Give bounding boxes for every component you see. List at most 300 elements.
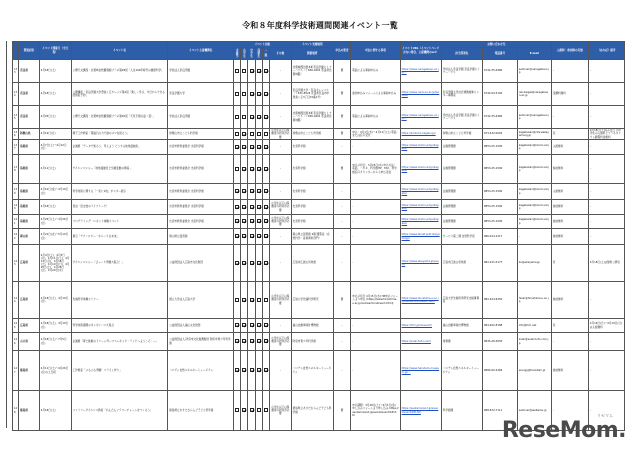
cell-target-checkbox: [234, 245, 241, 282]
cell-target-checkbox: [248, 83, 255, 106]
cell-url[interactable]: https://www.ebayama.jp/event/: [400, 245, 441, 282]
cell-event: 展示「テクノロジー・からくり＆未来」: [71, 229, 168, 245]
cell-event: 先端科学体験セミナー: [71, 282, 168, 319]
cell-target-checkbox: [241, 319, 248, 333]
cell-apply: -: [333, 351, 350, 391]
unchecked-box-icon: [264, 132, 268, 136]
table-row: [13, 60, 625, 83]
cell-date: 4月10日(金)〜4月19日(日): [39, 184, 71, 200]
cell-contact-tel: 082-424-6250: [482, 282, 517, 319]
cell-no: 147: [13, 351, 19, 391]
checked-box-icon: [250, 298, 254, 302]
cell-target-checkbox: [262, 184, 269, 200]
cell-fee: -: [551, 391, 588, 431]
cell-contact-mail: kagakukan@izumo.ed.jp: [517, 215, 551, 229]
cell-fee: 受講料無料: [551, 83, 588, 106]
cell-contact-org: 広島市江波山気象館: [441, 245, 482, 282]
cell-target-checkbox: [234, 129, 241, 140]
cell-contact-mail: hisar@hiroshima-u.ac.jp: [517, 282, 551, 319]
cell-target-checkbox: [262, 351, 269, 391]
checked-box-icon: [257, 205, 261, 209]
cell-pref: 徳島県: [19, 351, 40, 391]
cell-apply: -: [333, 319, 350, 333]
cell-venue: ハロデム自然エネルギーミュージアム: [291, 351, 333, 391]
cell-contact-org: 企画管理課: [441, 140, 482, 155]
cell-fee: 入館無料: [551, 140, 588, 155]
cell-no: 143: [13, 245, 19, 282]
cell-venue: 北葛城郡田原本町奈良学園セミナーハウス（〒636-0201 奈良県北葛城郡）: [291, 60, 333, 83]
cell-url[interactable]: https://fcm.jp/museum/: [400, 319, 441, 333]
checked-box-icon: [235, 368, 239, 372]
checked-box-icon: [250, 219, 254, 223]
cell-event: 企画展「データで知ろう、考えよう どうする地球温暖化」: [71, 140, 168, 155]
cell-contact-tel: 0835-26-5050: [482, 333, 517, 351]
cell-no: 144: [13, 282, 19, 319]
checked-box-icon: [242, 261, 246, 265]
cell-contact-tel: 0853-25-1500: [482, 155, 517, 184]
unchecked-box-icon: [242, 92, 246, 96]
cell-contact-tel: 0884-92-2266: [482, 351, 517, 391]
cell-contact-tel: 0742-93-5100: [482, 83, 517, 106]
cell-contact-tel: 082-231-0177: [482, 245, 517, 282]
cell-target-other: -: [270, 184, 292, 200]
cell-target-checkbox: [234, 282, 241, 319]
checked-box-icon: [257, 92, 261, 96]
cell-host: 和歌山市立こども科学館: [168, 129, 234, 140]
header-target-other: その他: [270, 48, 292, 60]
cell-pref: 島根県: [19, 155, 40, 184]
cell-target-checkbox: [262, 215, 269, 229]
cell-contact-mail: kagakukan@izumo.ed.jp: [517, 184, 551, 200]
cell-pref: 島根県: [19, 140, 40, 155]
cell-host: ハロデム自然エネルギーミュージアム: [168, 351, 234, 391]
cell-target-checkbox: [248, 282, 255, 319]
checked-box-icon: [264, 261, 268, 265]
unchecked-box-icon: [235, 115, 239, 119]
cell-url[interactable]: https://www.izumo.ed.jp/kagaku/: [400, 184, 441, 200]
table-row: [13, 200, 625, 215]
cell-note: -: [588, 282, 624, 319]
checked-box-icon: [264, 92, 268, 96]
cell-no: 138: [13, 155, 19, 184]
cell-pref: 広島県: [19, 282, 40, 319]
cell-apply: -: [333, 245, 350, 282]
cell-url[interactable]: https://www.libnet.pref.okayama.jp/: [400, 229, 441, 245]
cell-target-checkbox: [241, 155, 248, 184]
checked-box-icon: [242, 167, 246, 171]
cell-target-checkbox: [255, 282, 262, 319]
cell-target-checkbox: [248, 229, 255, 245]
cell-apply-detail: -: [351, 245, 400, 282]
header-url: イベントURL（イベントページがない場合、主催機関のurl）: [400, 42, 441, 60]
cell-target-checkbox: [248, 184, 255, 200]
cell-note: -: [588, 391, 624, 431]
checked-box-icon: [250, 261, 254, 265]
cell-target-checkbox: [241, 184, 248, 200]
cell-pref: 奈良県: [19, 83, 40, 106]
cell-apply-detail: 申込：4月1日(水)〜4月11日(土) 電話または窓口受付: [351, 129, 400, 140]
cell-apply: 要: [333, 155, 350, 184]
cell-target-checkbox: [234, 106, 241, 129]
cell-no: 145: [13, 319, 19, 333]
checked-box-icon: [235, 323, 239, 327]
cell-contact-mail: seminar@asutamu.jp: [517, 391, 551, 431]
cell-target-checkbox: [255, 229, 262, 245]
cell-contact-org: 広島大学先端科学研究支援事務室: [441, 282, 482, 319]
cell-contact-tel: 0853-25-1500: [482, 200, 517, 215]
checked-box-icon: [242, 189, 246, 193]
cell-contact-org: 企画管理課: [441, 184, 482, 200]
header-target-preschool: 未就学: [234, 48, 241, 60]
cell-host: 学校法人奈良学園: [168, 60, 234, 83]
cell-url[interactable]: https://solar.hofu.com/: [400, 333, 441, 351]
header-contact-tel: 電話番号: [482, 48, 517, 60]
checked-box-icon: [257, 115, 261, 119]
cell-apply: -: [333, 200, 350, 215]
cell-target-checkbox: [241, 83, 248, 106]
cell-no: 148: [13, 391, 19, 431]
cell-url[interactable]: https://www.harodem-museum.jp/...: [400, 351, 441, 391]
cell-note: -: [588, 140, 624, 155]
cell-contact-mail: nar-kaigai@naragakuen.ac.jp: [517, 83, 551, 106]
table-row: [13, 333, 625, 351]
cell-target-checkbox: [255, 391, 262, 431]
cell-target-checkbox: [241, 245, 248, 282]
page-title: 令和８年度科学技術週間関連イベント一覧: [242, 21, 398, 30]
cell-host: 出雲市教育委員会 出雲科学館: [168, 140, 234, 155]
checked-box-icon: [242, 368, 246, 372]
cell-target-checkbox: [255, 200, 262, 215]
checked-box-icon: [242, 205, 246, 209]
cell-url[interactable]: https://www.naragakuen.ac.jp/...: [400, 106, 441, 129]
unchecked-box-icon: [257, 132, 261, 136]
cell-date: 4月18日(土)、4月19日(日): [39, 319, 71, 333]
checked-box-icon: [235, 205, 239, 209]
cell-event: プログラミング・ロボット体験イベント: [71, 215, 168, 229]
checked-box-icon: [235, 234, 239, 238]
cell-apply-detail: -: [351, 333, 400, 351]
unchecked-box-icon: [235, 132, 239, 136]
cell-pref: 和歌山県: [19, 129, 40, 140]
header-target-general: 一般: [262, 48, 269, 60]
cell-target-other: -: [270, 351, 292, 391]
cell-url[interactable]: https://www.izumo.ed.jp/kagaku/: [400, 215, 441, 229]
unchecked-box-icon: [235, 69, 239, 73]
cell-pref: 山口県: [19, 333, 40, 351]
cell-host: 出雲市教育委員会 出雲科学館: [168, 215, 234, 229]
header-contact-org: 担当部署名: [441, 48, 482, 60]
cell-target-checkbox: [248, 351, 255, 391]
cell-contact-mail: energy@harodem.jp: [517, 351, 551, 391]
cell-url[interactable]: https://www.naragakuen.ac.jp/...: [400, 60, 441, 83]
cell-apply-detail: 申込期間：3月28日(土)〜4月3日(金) 申し込みフォームより申し込み https://asutamuland.jp/event/event/18136/: [351, 391, 400, 431]
cell-no: 134: [13, 83, 19, 106]
checked-box-icon: [250, 323, 254, 327]
cell-pref: 奈良県: [19, 60, 40, 83]
cell-fee: 有: [551, 129, 588, 140]
checked-box-icon: [264, 234, 268, 238]
checked-box-icon: [264, 368, 268, 372]
cell-apply: 要: [333, 282, 350, 319]
checked-box-icon: [257, 368, 261, 372]
cell-target-checkbox: [248, 215, 255, 229]
cell-apply-detail: -: [351, 215, 400, 229]
cell-target-checkbox: [234, 140, 241, 155]
unchecked-box-icon: [235, 92, 239, 96]
cell-target-checkbox: [234, 184, 241, 200]
cell-url[interactable]: https://www.nara-su.ac.jp/lecture/: [400, 83, 441, 106]
checked-box-icon: [250, 368, 254, 372]
cell-target-checkbox: [234, 333, 241, 351]
cell-event: ファミリーサイエンス教室「かんたんフラワーチャームをつくろう」: [71, 391, 168, 431]
cell-venue: 北葛城郡田原本町奈良学園セミナーハウス（〒636-0201 奈良県北葛城郡）: [291, 106, 333, 129]
cell-pref: 広島県: [19, 245, 40, 282]
checked-box-icon: [250, 189, 254, 193]
cell-target-other: 小学生以下は保護者の同伴が必要: [270, 391, 292, 431]
cell-target-checkbox: [262, 319, 269, 333]
cell-url[interactable]: https://www.hiroshima-u.ac.jp/outreach/outreach.html: [400, 282, 441, 319]
cell-date: 4月21日(火)〜5月10日(日): [39, 229, 71, 245]
cell-target-checkbox: [255, 319, 262, 333]
cell-target-other: -: [270, 106, 292, 129]
cell-venue: 徳島県立あすたむらんど子ども科学館: [291, 391, 333, 431]
cell-date: 4月11日(土)〜4月26日(日)の土日祝: [39, 351, 71, 391]
table-row: [13, 319, 625, 333]
cell-url[interactable]: https://asutamuland.jp/event/event/18136/: [400, 391, 441, 431]
cell-contact-tel: 086-224-1217: [482, 229, 517, 245]
cell-target-checkbox: [241, 106, 248, 129]
checked-box-icon: [242, 323, 246, 327]
cell-pref: 島根県: [19, 215, 40, 229]
cell-url[interactable]: https://www.izumo.ed.jp/kagaku/: [400, 200, 441, 215]
checked-box-icon: [264, 323, 268, 327]
cell-venue: 広島大学先端科学研究: [291, 282, 333, 319]
cell-date: 4月18日(土): [39, 200, 71, 215]
cell-fee: 有: [551, 319, 588, 333]
cell-target-other: 小学生以下は保護者の同伴が必要: [270, 333, 292, 351]
cell-target-checkbox: [241, 351, 248, 391]
cell-date: 4月18日(土)、4月19日(日): [39, 282, 71, 319]
cell-target-checkbox: [248, 106, 255, 129]
cell-contact-tel: 088-672-7111: [482, 391, 517, 431]
header-group-target: イベント対象: [234, 42, 292, 48]
cell-venue: 奈良学園大学・奈良キャンパス（〒631-8524 奈良県奈良市中登美ヶ丘3丁目15番1号）: [291, 83, 333, 106]
cell-note: -: [588, 83, 624, 106]
cell-event: 科学技術に関する「一家に1枚」ポスター展示: [71, 184, 168, 200]
cell-apply-detail: -: [351, 200, 400, 215]
cell-target-checkbox: [241, 282, 248, 319]
cell-target-checkbox: [241, 200, 248, 215]
cell-target-checkbox: [262, 155, 269, 184]
cell-fee: 入館無料: [551, 184, 588, 200]
cell-contact-tel: 0853-25-1500: [482, 215, 517, 229]
cell-target-checkbox: [248, 319, 255, 333]
checked-box-icon: [264, 145, 268, 149]
cell-host: 学校法人奈良学園: [168, 106, 234, 129]
cell-target-checkbox: [248, 391, 255, 431]
cell-target-checkbox: [262, 129, 269, 140]
cell-contact-tel: 073-432-0002: [482, 129, 517, 140]
cell-target-checkbox: [234, 319, 241, 333]
resemom-logo: ReseMom.: [501, 418, 626, 443]
checked-box-icon: [264, 205, 268, 209]
cell-contact-tel: 0742-35-6480: [482, 106, 517, 129]
cell-venue: 広島市江波山気象館: [291, 245, 333, 282]
checked-box-icon: [235, 261, 239, 265]
cell-host: 公益財団法人福山文化財団: [168, 319, 234, 333]
cell-venue: 出雲科学館: [291, 215, 333, 229]
cell-target-checkbox: [255, 351, 262, 391]
cell-apply: 要: [333, 60, 350, 83]
cell-target-other: -: [270, 319, 292, 333]
table-row: [13, 155, 625, 184]
checked-box-icon: [250, 408, 254, 412]
cell-target-checkbox: [255, 106, 262, 129]
cell-apply-detail: 参加申込みフォームによる事前申込み: [351, 83, 400, 106]
cell-target-checkbox: [248, 200, 255, 215]
cell-contact-mail: kagakukan@city.wakayama.lg.jp: [517, 129, 551, 140]
cell-target-checkbox: [262, 391, 269, 431]
cell-apply: 要: [333, 106, 350, 129]
checked-box-icon: [235, 339, 239, 343]
header-event: イベント名: [71, 42, 168, 60]
checked-box-icon: [264, 339, 268, 343]
cell-target-checkbox: [262, 106, 269, 129]
cell-target-checkbox: [255, 215, 262, 229]
header-target-junior: 中学生: [248, 48, 255, 60]
checked-box-icon: [242, 408, 246, 412]
cell-target-checkbox: [234, 215, 241, 229]
cell-apply-detail: 申込〆切日：3月25日(水) 申込方法：電話、ハガキ、科学館HP、FAX、科学館窓口カウンターからも申込可能: [351, 155, 400, 184]
checked-box-icon: [250, 339, 254, 343]
cell-note: -: [588, 351, 624, 391]
cell-note: -: [588, 215, 624, 229]
cell-fee: 参加無料: [551, 155, 588, 184]
cell-target-other: 小学生以下は保護者の同伴が必要: [270, 200, 292, 215]
cell-contact-tel: 0853-25-1500: [482, 184, 517, 200]
cell-target-checkbox: [255, 60, 262, 83]
table-row: [13, 215, 625, 229]
cell-venue: 出雲科学館: [291, 140, 333, 155]
cell-contact-org: 福山自動車時計博物館: [441, 319, 482, 333]
checked-box-icon: [235, 189, 239, 193]
checked-box-icon: [257, 219, 261, 223]
cell-event: 公開講座・奈良学園大学登美ヶ丘カレッジ第2回「楽しく学び、今日からできる認知症予防」: [71, 83, 168, 106]
cell-target-checkbox: [248, 129, 255, 140]
checked-box-icon: [250, 69, 254, 73]
cell-date: 4月25日(土)〜4月26日(日): [39, 215, 71, 229]
cell-target-checkbox: [248, 245, 255, 282]
cell-target-checkbox: [255, 245, 262, 282]
checked-box-icon: [235, 145, 239, 149]
cell-contact-org: 和歌山市立こども科学館: [441, 129, 482, 140]
cell-contact-mail: -: [517, 229, 551, 245]
cell-date: 4月18日(土)〜7月5日(日): [39, 333, 71, 351]
cell-contact-mail: seminar@naragakuen.jp: [517, 60, 551, 83]
cell-date: 4月18日(土): [39, 60, 71, 83]
cell-target-checkbox: [241, 140, 248, 155]
cell-event: サイエンスショー「地球温暖化と気候変動の関係」: [71, 155, 168, 184]
checked-box-icon: [250, 234, 254, 238]
cell-apply: 要: [333, 129, 350, 140]
cell-note: -: [588, 333, 624, 351]
cell-host: 出雲市教育委員会 出雲科学館: [168, 184, 234, 200]
cell-url[interactable]: https://www.izumo.ed.jp/kagaku/: [400, 155, 441, 184]
checked-box-icon: [235, 219, 239, 223]
cell-note: -: [588, 229, 624, 245]
checked-box-icon: [264, 115, 268, 119]
cell-target-other: 小学生以下は保護者の同伴が必要: [270, 215, 292, 229]
header-venue-place: 開催場所: [291, 48, 333, 60]
table-row: [13, 282, 625, 319]
table-row: [13, 106, 625, 129]
checked-box-icon: [257, 234, 261, 238]
cell-date: 4月18日(土): [39, 391, 71, 431]
cell-url[interactable]: https://www.izumo.ed.jp/kagaku/: [400, 140, 441, 155]
checked-box-icon: [264, 69, 268, 73]
cell-contact-tel: 0853-25-1500: [482, 140, 517, 155]
cell-contact-tel: 0742-35-6480: [482, 60, 517, 83]
cell-target-checkbox: [234, 83, 241, 106]
cell-apply-detail: -: [351, 351, 400, 391]
cell-note: -: [588, 60, 624, 83]
header-group-venue: イベント実施場所: [291, 42, 333, 48]
table-row: [13, 140, 625, 155]
checked-box-icon: [250, 205, 254, 209]
cell-target-checkbox: [241, 229, 248, 245]
table-body: [13, 60, 625, 431]
cell-note: 4月19日(日)〜4月19日(日)は入館無料: [588, 319, 624, 333]
cell-apply-detail: -: [351, 184, 400, 200]
header-date: イベント開催日（全日程）: [39, 42, 71, 60]
cell-fee: 参加無料: [551, 200, 588, 215]
cell-contact-org: 業務課: [441, 333, 482, 351]
cell-target-checkbox: [248, 155, 255, 184]
header-contact-mail: E-mail: [517, 48, 551, 60]
cell-target-checkbox: [241, 391, 248, 431]
cell-contact-org: 学校法人奈良学園 奈良学園セミナーハウス: [441, 106, 482, 129]
cell-target-checkbox: [248, 333, 255, 351]
cell-apply: -: [333, 333, 350, 351]
checked-box-icon: [257, 339, 261, 343]
unchecked-box-icon: [242, 115, 246, 119]
checked-box-icon: [264, 189, 268, 193]
logo-ruby: リセマム: [597, 413, 613, 418]
cell-event: サイエンスショー「びっくり実験大集合！」: [71, 245, 168, 282]
cell-target-other: -: [270, 140, 292, 155]
cell-pref: 島根県: [19, 200, 40, 215]
cell-url[interactable]: https://kodomo-kagaku.jp/: [400, 129, 441, 140]
cell-no: 146: [13, 333, 19, 351]
cell-no: 133: [13, 60, 19, 83]
cell-contact-org: 企画管理課: [441, 155, 482, 184]
unchecked-box-icon: [235, 298, 239, 302]
cell-event: 昆虫・昆虫食のライブトーク！: [71, 200, 168, 215]
cell-target-other: 小学生以下は保護者の同伴が必要: [271, 129, 290, 139]
cell-target-checkbox: [255, 333, 262, 351]
checked-box-icon: [250, 115, 254, 119]
cell-host: 岡山県立図書館: [168, 229, 234, 245]
cell-target-checkbox: [262, 60, 269, 83]
cell-no: 137: [13, 140, 19, 155]
cell-date: 4月7日(土)〜4月12日(日): [39, 140, 71, 155]
cell-apply: -: [333, 184, 350, 200]
checked-box-icon: [264, 167, 268, 171]
cell-target-checkbox: [255, 140, 262, 155]
cell-target-other: 小学生以下は保護者の同伴が必要: [270, 282, 292, 319]
cell-target-checkbox: [262, 282, 269, 319]
header-note: （あれば）備考: [588, 42, 624, 60]
